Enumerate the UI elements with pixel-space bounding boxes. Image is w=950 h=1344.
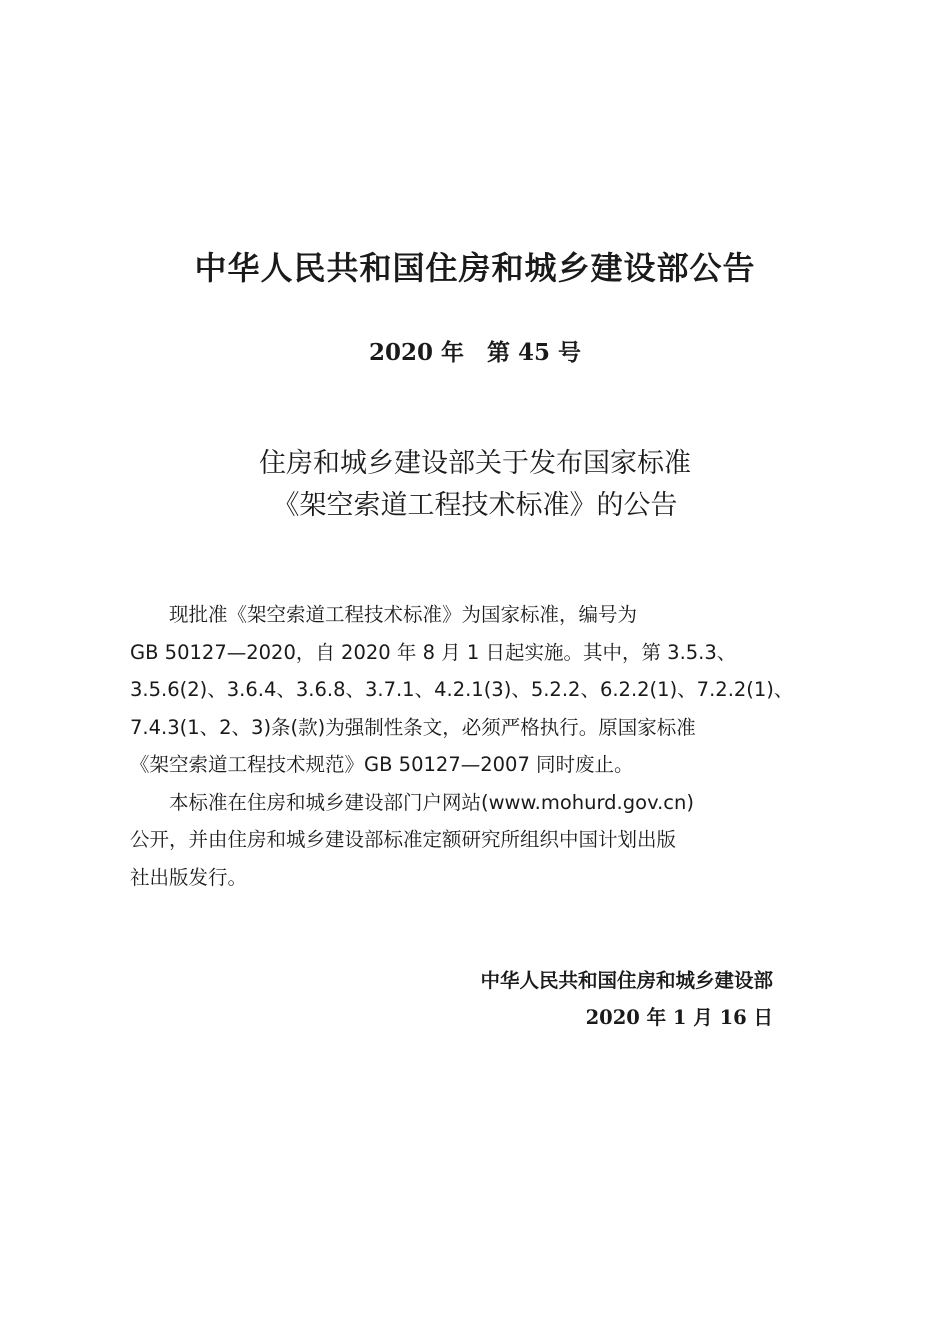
issue-date: 2020 年 1 月 16 日 xyxy=(585,1006,773,1029)
body-line: 本标准在住房和城乡建设部门户网站(www.mohurd.gov.cn) xyxy=(169,790,694,814)
page-title: 中华人民共和国住房和城乡建设部公告 xyxy=(194,249,756,287)
announcement-body xyxy=(130,596,826,896)
announcement-subtitle xyxy=(0,443,950,527)
issuer-name: 中华人民共和国住房和城乡建设部 xyxy=(480,969,773,992)
body-line: 公开，并由住房和城乡建设部标准定额研究所组织中国计划出版 xyxy=(130,828,677,851)
body-line: GB 50127—2020，自 2020 年 8 月 1 日起实施。其中，第 3.5.3、 xyxy=(130,640,737,664)
body-paragraph xyxy=(130,784,826,897)
announcement-number: 2020 年 第 45 号 xyxy=(368,339,582,366)
body-paragraph xyxy=(130,596,826,784)
body-line: 7.4.3(1、2、3)条(款)为强制性条文，必须严格执行。原国家标准 xyxy=(130,715,696,739)
body-line: 3.5.6(2)、3.6.4、3.6.8、3.7.1、4.2.1(3)、5.2.2、6.2.2(1)、7.2.2(1)、 xyxy=(130,678,794,701)
body-line: 社出版发行。 xyxy=(130,865,248,889)
subtitle-line: 《架空索道工程技术标准》的公告 xyxy=(272,490,678,521)
body-line: 《架空索道工程技术规范》GB 50127—2007 同时废止。 xyxy=(130,753,634,776)
subtitle-line: 住房和城乡建设部关于发布国家标准 xyxy=(259,448,691,479)
body-line: 现批准《架空索道工程技术标准》为国家标准，编号为 xyxy=(169,603,638,626)
signature-block xyxy=(480,962,773,1036)
